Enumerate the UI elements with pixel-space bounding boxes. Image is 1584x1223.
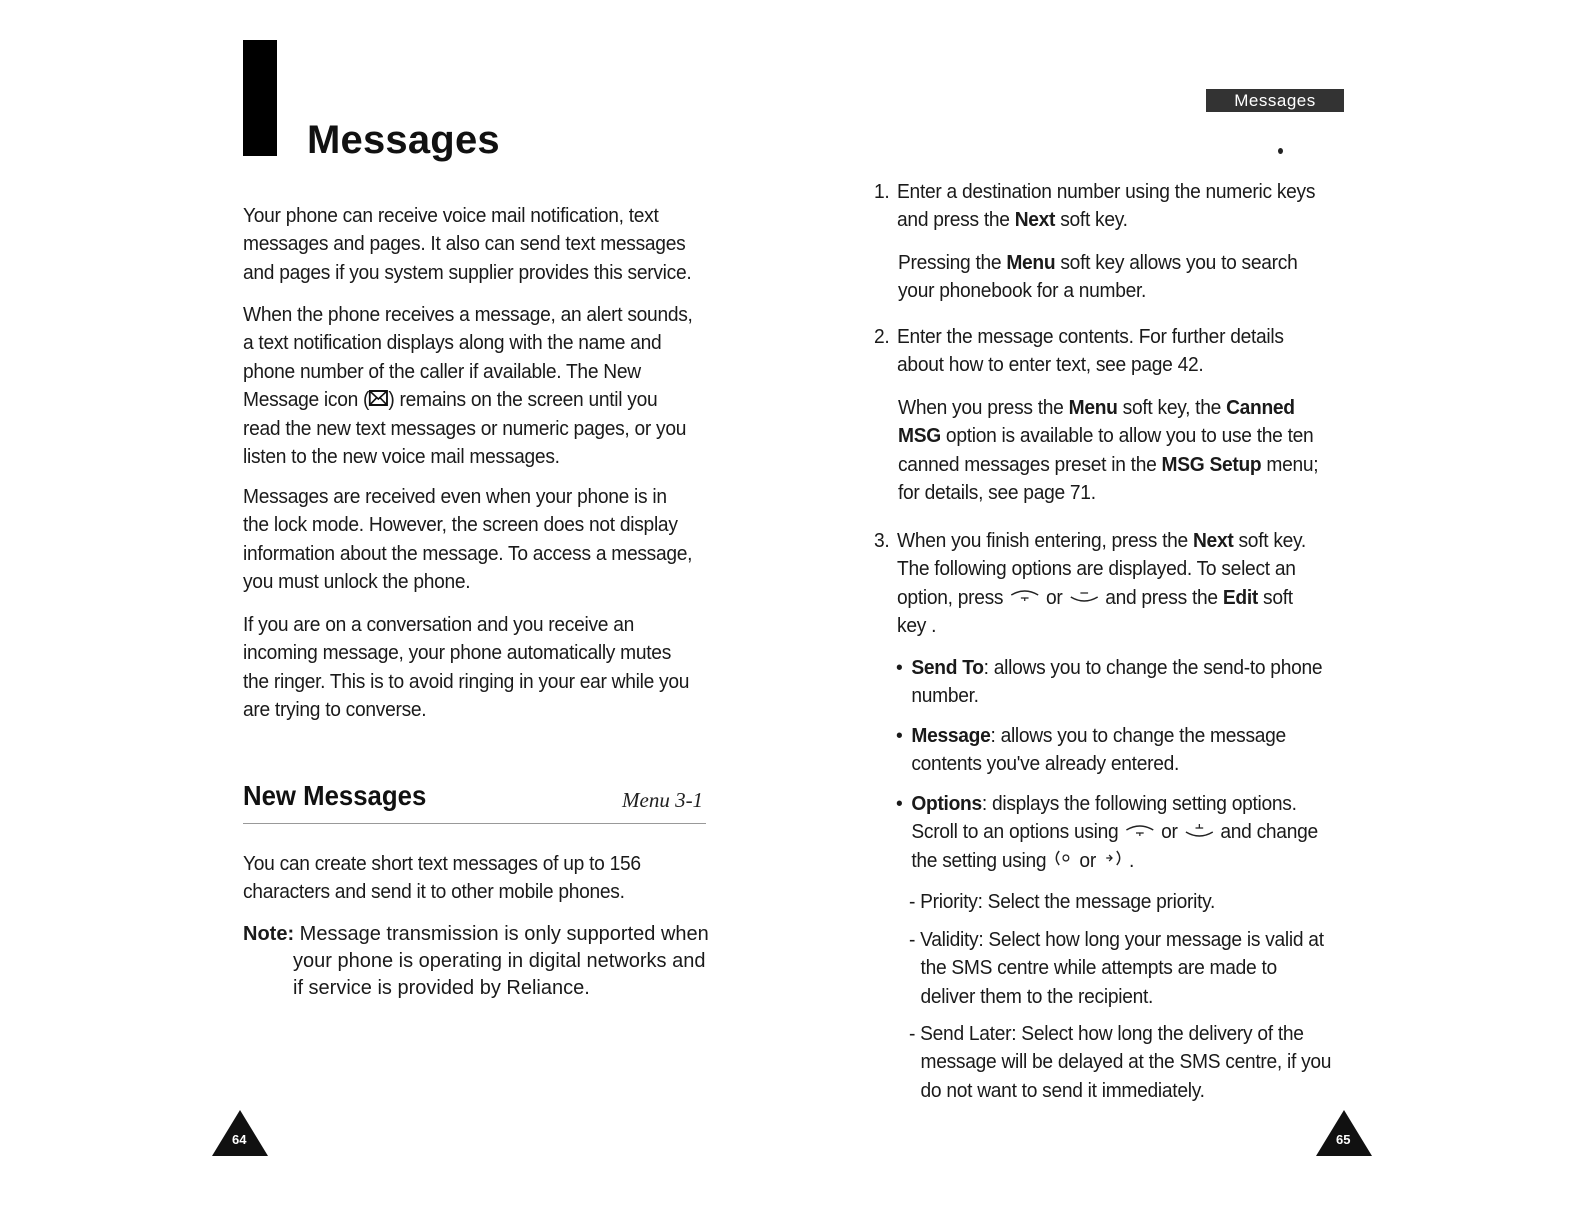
step-1-text-end: soft key. — [1055, 209, 1128, 232]
nav-down-key-icon — [1068, 584, 1101, 612]
options-text: : displays the following setting options. Scroll to an options using — [911, 793, 1297, 844]
next-key-label: Next — [1014, 209, 1056, 232]
lock-mode-paragraph: Messages are received even when your phone is in the lock mode. However, the screen does not display information about the message. To access a message, you must unlock the phone. — [243, 486, 693, 593]
option-send-later-text: - Send Later: Select how long the delivery of the message will be delayed at the SMS centre, if you do not want to send it immediately. — [909, 1023, 1332, 1102]
step-2-detail-end: menu; for details, see page 71. — [898, 453, 1319, 504]
right-key-icon — [1101, 848, 1124, 876]
nav-up-key-icon — [1008, 584, 1041, 612]
step-1-detail — [898, 249, 1328, 306]
option-send-later — [909, 1020, 1331, 1105]
message-label: Message — [911, 725, 991, 747]
bullet-send-to — [896, 654, 1328, 711]
section-text: You can create short text messages of up to 156 characters and send it to other mobile phones. — [243, 853, 641, 904]
step-2-detail-text: When you press the — [898, 397, 1069, 419]
step-2 — [874, 323, 1325, 380]
options-or-2: or — [1074, 850, 1101, 873]
step-2-detail-mid2: option is available to allow you to use the ten canned messages preset in the — [898, 425, 1314, 476]
bullet-dot: • — [896, 725, 903, 747]
options-text-mid: and change the setting using — [911, 821, 1318, 873]
menu-reference: Menu 3-1 — [622, 788, 704, 812]
option-validity — [909, 926, 1331, 1011]
canned-msg-label: Canned MSG — [898, 397, 1295, 448]
note-label: Note: — [243, 923, 295, 945]
bullet-dot: • — [896, 793, 903, 815]
step-3-text-mid2: and press the — [1100, 586, 1223, 609]
note-first-line: Message transmission is only supported when — [299, 923, 709, 945]
edit-key-label: Edit — [1222, 586, 1258, 609]
step-1-detail-end: soft key allows you to search your phonebook for a number. — [898, 252, 1298, 303]
bullet-dot: • — [896, 657, 903, 679]
conversation-paragraph: If you are on a conversation and you receive an incoming message, your phone automatically mutes the ringer. This is to avoid ringing in your ear while you are trying to converse. — [243, 614, 690, 721]
section-header-tab: Messages — [1206, 89, 1344, 112]
options-text-end: . — [1124, 850, 1135, 873]
print-dot — [1278, 148, 1283, 154]
scroll-down-key-icon — [1183, 819, 1216, 847]
step-3-text-mid: soft key. The following options are displayed. To select an option, press — [897, 530, 1306, 609]
step-2-detail-mid: soft key, the — [1117, 397, 1227, 419]
step-2-detail — [898, 394, 1328, 507]
note-block — [243, 921, 713, 1002]
menu-key-label: Menu — [1006, 252, 1056, 274]
bullet-message — [896, 722, 1328, 779]
step-1 — [874, 178, 1325, 235]
option-priority-text: - Priority: Select the message priority. — [909, 891, 1216, 913]
bullet-options — [896, 790, 1328, 876]
step-2-text: Enter the message contents. For further details about how to enter text, see page 42. — [897, 326, 1284, 377]
option-validity-text: - Validity: Select how long your message is valid at the SMS centre while attempts are made to deliver them to the recipient. — [909, 929, 1324, 1008]
scroll-up-key-icon — [1123, 819, 1156, 847]
step-3-number: 3. — [874, 530, 890, 552]
chapter-title: Messages — [307, 118, 500, 162]
step-2-number: 2. — [874, 326, 890, 348]
msg-setup-label: MSG Setup — [1161, 453, 1262, 476]
alert-text-before: When the phone receives a message, an alert sounds, a text notification displays along with the name and phone number of the caller if available. The New Message icon ( — [243, 304, 693, 411]
right-page — [792, 0, 1584, 1223]
step-3-text: When you finish entering, press the — [897, 530, 1193, 552]
step-1-text: Enter a destination number using the numeric keys and press the — [897, 181, 1316, 232]
page-number-left: 64 — [232, 1132, 247, 1147]
options-or: or — [1156, 821, 1183, 844]
step-3 — [874, 527, 1325, 641]
left-key-icon — [1051, 848, 1074, 876]
alert-text-after: ) remains on the screen until you read the new text messages or numeric pages, or you listen to the new voice mail messages. — [243, 388, 687, 469]
section-divider — [243, 823, 706, 824]
options-label: Options — [911, 793, 982, 815]
send-to-label: Send To — [911, 657, 984, 679]
page-number-right: 65 — [1336, 1132, 1351, 1147]
new-message-envelope-icon — [369, 386, 388, 414]
intro-paragraph: Your phone can receive voice mail notification, text messages and pages. It also can send text messages and pages if you system supplier provides this service. — [243, 205, 692, 284]
chapter-marker-bar — [243, 40, 277, 156]
menu-key-label-2: Menu — [1068, 397, 1118, 419]
note-rest: your phone is operating in digital networks and if service is provided by Reliance. — [293, 950, 706, 999]
option-priority — [909, 888, 1331, 916]
send-to-text: : allows you to change the send-to phone number. — [911, 657, 1323, 708]
alert-paragraph — [243, 301, 694, 471]
next-key-label-2: Next — [1192, 530, 1234, 552]
step-1-detail-text: Pressing the — [898, 252, 1007, 274]
section-title: New Messages — [243, 780, 427, 811]
step-3-text-end: soft key . — [897, 586, 1293, 638]
step-1-number: 1. — [874, 181, 890, 203]
message-text: : allows you to change the message contents you've already entered. — [911, 725, 1286, 776]
step-3-or: or — [1040, 586, 1068, 609]
